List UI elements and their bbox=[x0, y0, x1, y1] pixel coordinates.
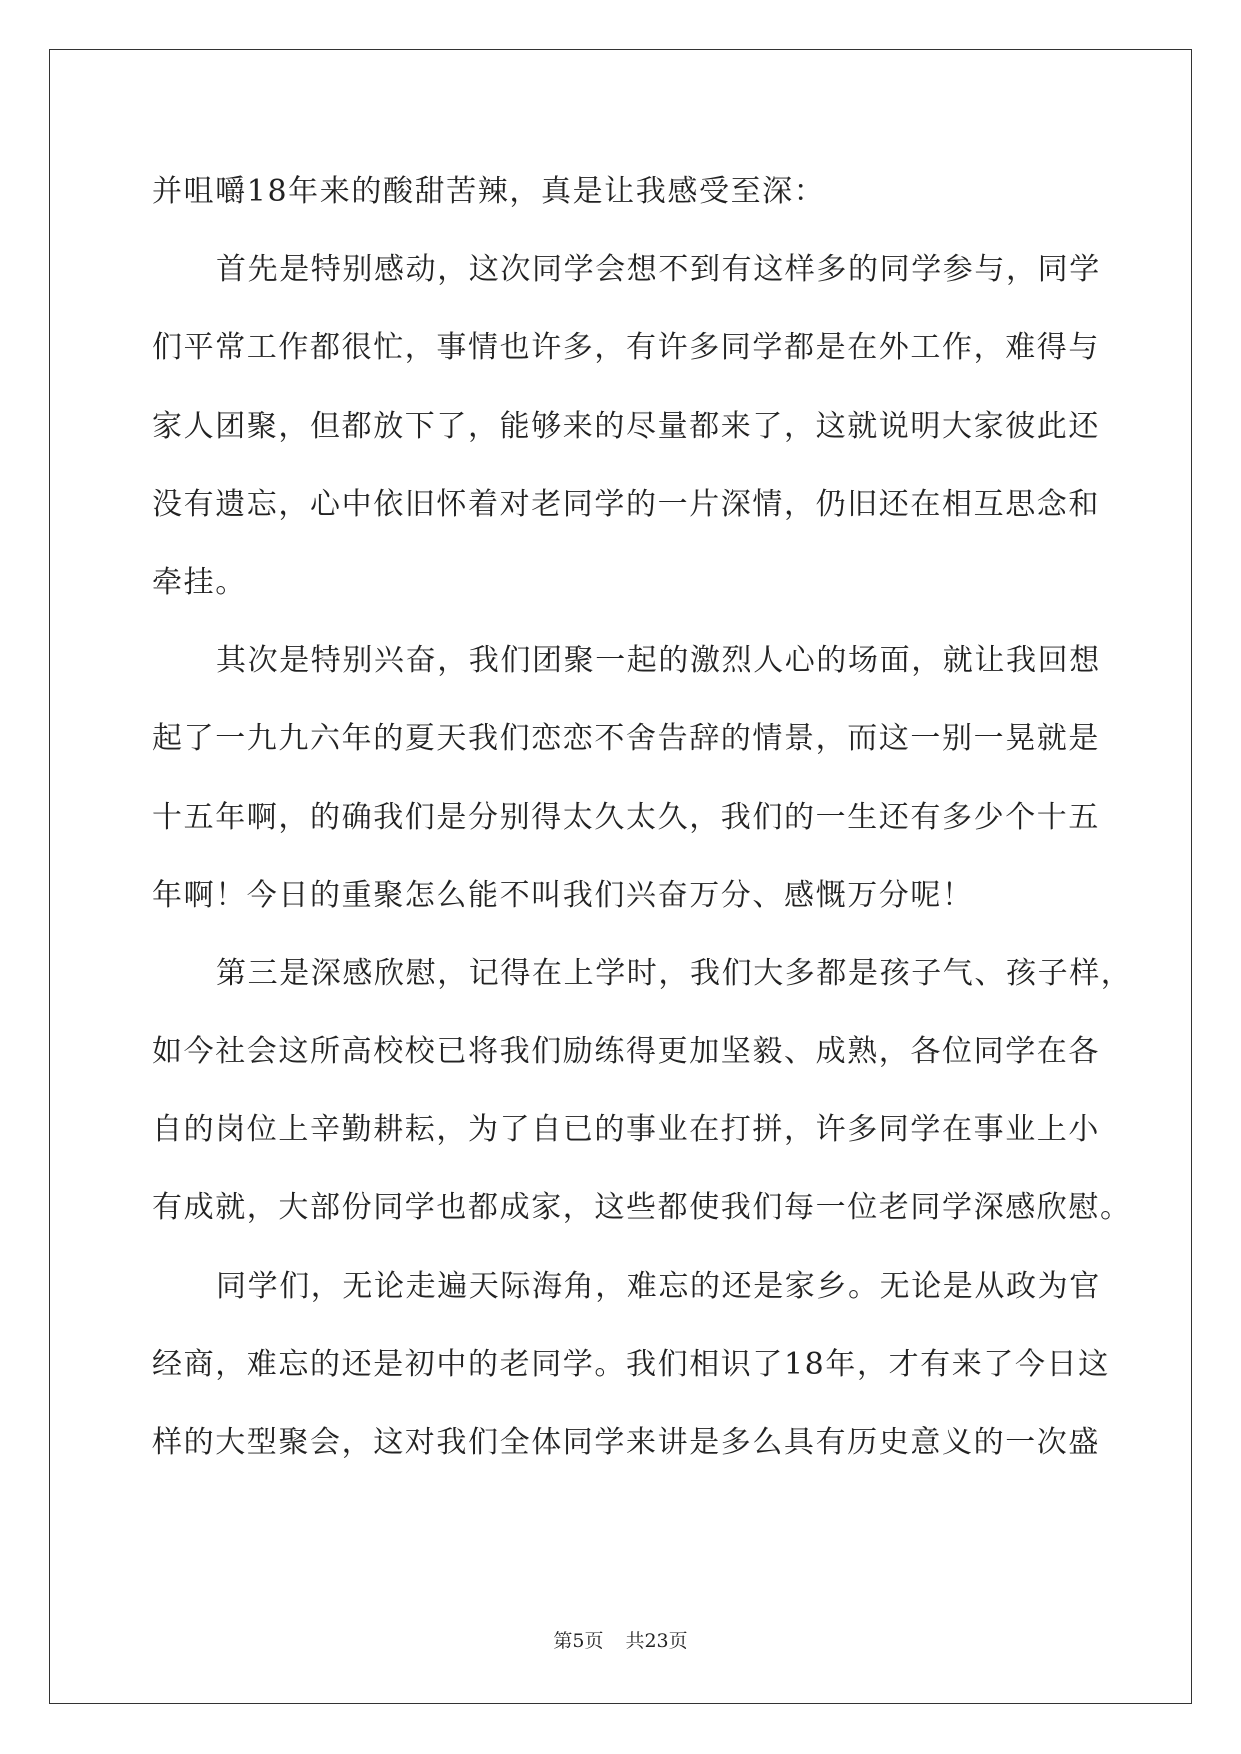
text-line: 同学们，无论走遍天际海角，难忘的还是家乡。无论是从政为官 bbox=[216, 1268, 1101, 1304]
document-body bbox=[152, 162, 1133, 1491]
text-line: 家人团聚，但都放下了，能够来的尽量都来了，这就说明大家彼此还 bbox=[152, 408, 1100, 444]
text-line: 自的岗位上辛勤耕耘，为了自已的事业在打拼，许多同学在事业上小 bbox=[152, 1112, 1100, 1148]
text-line: 其次是特别兴奋，我们团聚一起的激烈人心的场面，就让我回想 bbox=[216, 643, 1101, 679]
text-line: 起了一九九六年的夏天我们恋恋不舍告辞的情景，而这一别一晃就是 bbox=[152, 721, 1100, 757]
text-line: 如今社会这所高校校已将我们励练得更加坚毅、成熟，各位同学在各 bbox=[152, 1034, 1100, 1070]
page-number: 第5页 bbox=[553, 1630, 604, 1652]
page-footer bbox=[0, 1626, 1241, 1653]
text-line: 年啊！今日的重聚怎么能不叫我们兴奋万分、感慨万分呢！ bbox=[152, 877, 974, 913]
text-line: 没有遗忘，心中依旧怀着对老同学的一片深情，仍旧还在相互思念和 bbox=[152, 486, 1100, 522]
text-line: 有成就，大部份同学也都成家，这些都使我们每一位老同学深感欣慰。 bbox=[152, 1190, 1132, 1226]
text-line: 十五年啊，的确我们是分别得太久太久，我们的一生还有多少个十五 bbox=[152, 799, 1100, 835]
text-line: 经商，难忘的还是初中的老同学。我们相识了18年，才有来了今日这 bbox=[152, 1346, 1110, 1382]
text-line: 牵挂。 bbox=[152, 564, 247, 600]
text-line: 并咀嚼18年来的酸甜苦辣，真是让我感受至深： bbox=[152, 174, 826, 209]
text-line: 第三是深感欣慰，记得在上学时，我们大多都是孩子气、孩子样， bbox=[216, 955, 1133, 991]
text-line: 们平常工作都很忙，事情也许多，有许多同学都是在外工作，难得与 bbox=[152, 330, 1100, 366]
text-line: 首先是特别感动，这次同学会想不到有这样多的同学参与，同学 bbox=[216, 252, 1101, 288]
page-total: 共23页 bbox=[625, 1630, 688, 1652]
text-line: 样的大型聚会，这对我们全体同学来讲是多么具有历史意义的一次盛 bbox=[152, 1425, 1100, 1460]
